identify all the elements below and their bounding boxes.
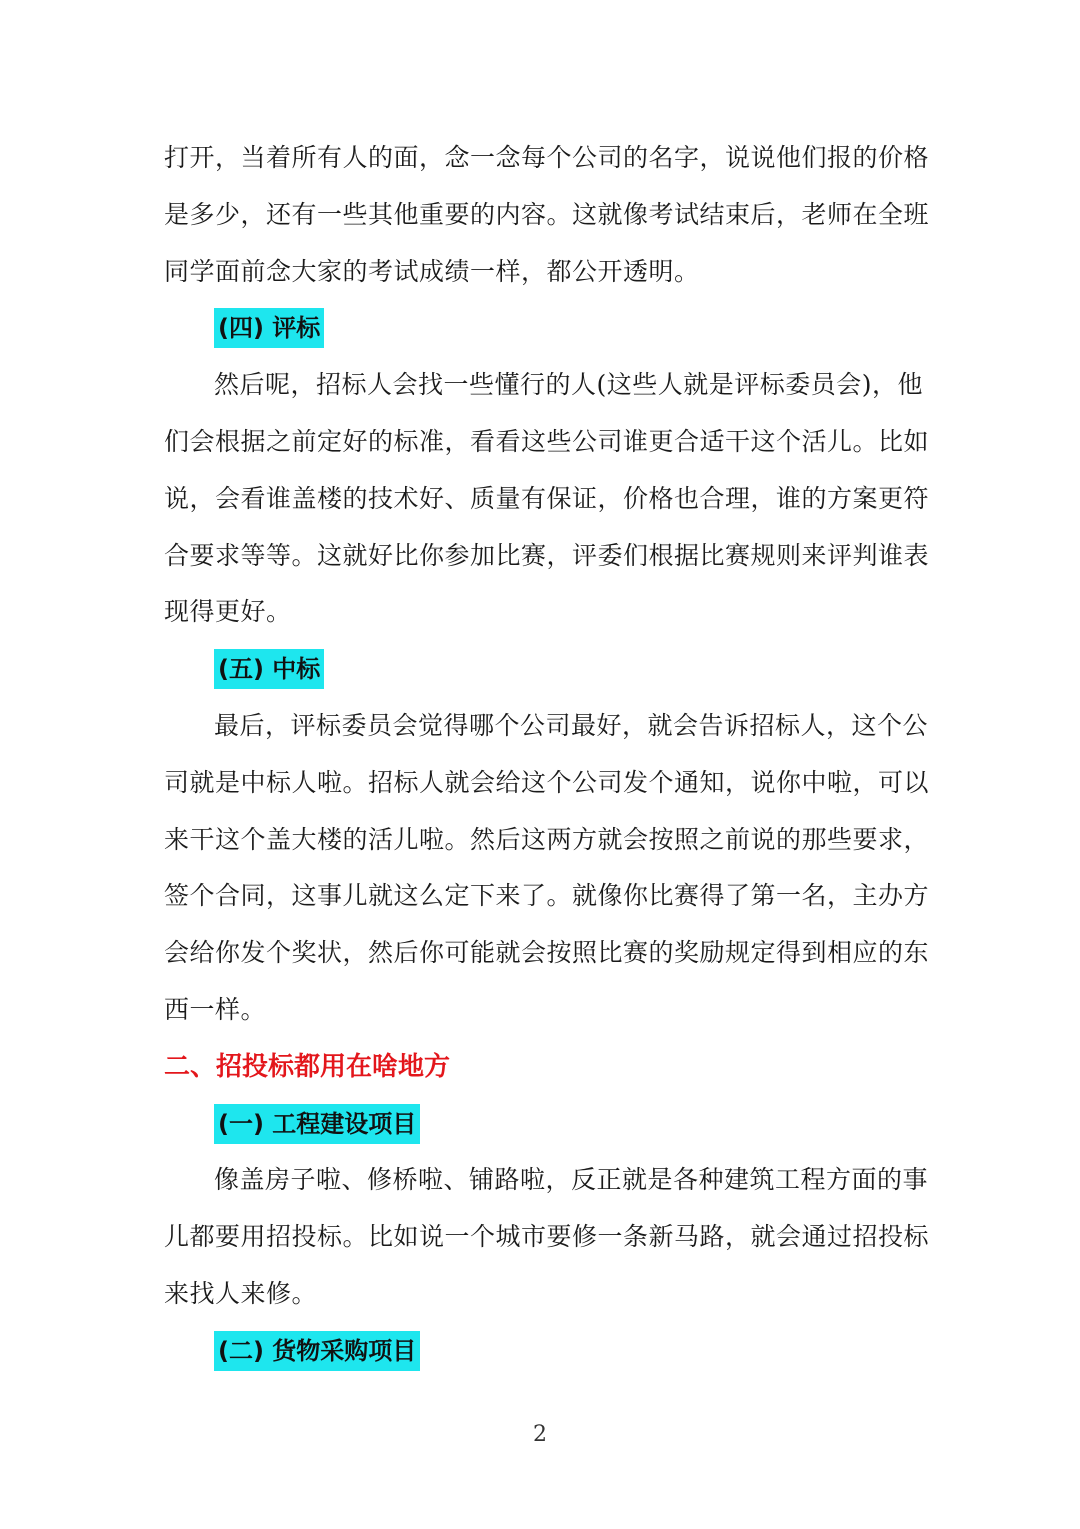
subheading-goods-procurement: (二) 货物采购项目	[214, 1331, 420, 1371]
text-line: 签个合同，这事儿就这么定下来了。就像你比赛得了第一名，主办方	[164, 881, 930, 911]
text-line: 现得更好。	[164, 597, 292, 627]
page-number: 2	[533, 1422, 547, 1447]
text-line: 会给你发个奖状，然后你可能就会按照比赛的奖励规定得到相应的东	[164, 938, 930, 968]
text-line: 同学面前念大家的考试成绩一样，都公开透明。	[164, 256, 700, 286]
text-line: 最后，评标委员会觉得哪个公司最好，就会告诉招标人，这个公	[214, 710, 929, 740]
subheading-bid-evaluation: (四) 评标	[214, 308, 324, 348]
text-line: 们会根据之前定好的标准，看看这些公司谁更合适干这个活儿。比如	[164, 426, 930, 456]
text-line: 说，会看谁盖楼的技术好、质量有保证，价格也合理，谁的方案更符	[164, 483, 930, 513]
text-line: 像盖房子啦、修桥啦、铺路啦，反正就是各种建筑工程方面的事	[214, 1165, 929, 1195]
text-line: 打开，当着所有人的面，念一念每个公司的名字，说说他们报的价格	[164, 143, 930, 172]
subheading-construction-projects: (一) 工程建设项目	[214, 1104, 420, 1144]
subheading-winning-bid: (五) 中标	[214, 649, 324, 689]
page-content	[164, 130, 930, 1380]
text-line: 儿都要用招投标。比如说一个城市要修一条新马路，就会通过招投标	[164, 1222, 930, 1252]
text-line: 西一样。	[164, 994, 267, 1024]
text-line: 来找人来修。	[164, 1278, 318, 1308]
subheading-row	[164, 1096, 924, 1153]
paragraph-bid-opening	[164, 130, 930, 300]
text-line: 司就是中标人啦。招标人就会给这个公司发个通知，说你中啦，可以	[164, 767, 930, 797]
subheading-row	[164, 641, 924, 698]
text-line: 合要求等等。这就好比你参加比赛，评委们根据比赛规则来评判谁表	[164, 540, 930, 570]
text-line: 来干这个盖大楼的活儿啦。然后这两方就会按照之前说的那些要求，	[164, 824, 930, 854]
paragraph-bid-evaluation	[164, 357, 930, 641]
text-line: 是多少，还有一些其他重要的内容。这就像考试结束后，老师在全班	[164, 199, 930, 229]
section-heading-applications: 二、招投标都用在啥地方	[164, 1051, 451, 1082]
paragraph-winning-bid	[164, 698, 930, 1039]
paragraph-construction-projects	[164, 1152, 930, 1322]
text-line: 然后呢，招标人会找一些懂行的人(这些人就是评标委员会)，他	[214, 370, 924, 400]
subheading-row	[164, 1323, 924, 1380]
subheading-row	[164, 300, 924, 357]
